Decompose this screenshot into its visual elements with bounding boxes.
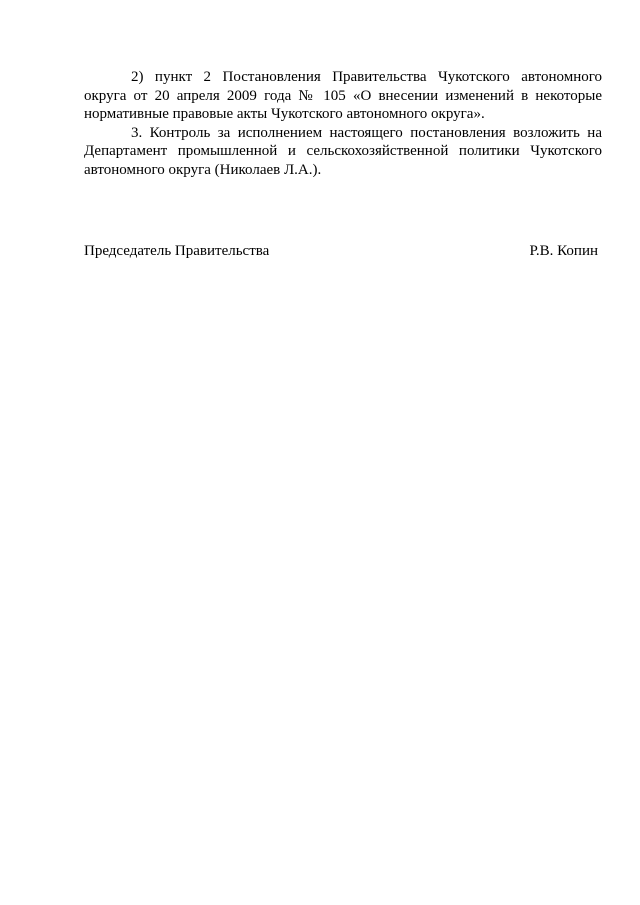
paragraph-item-2: 2) пункт 2 Постановления Правительства Чукотского автономного округа от 20 апреля 2009 года № 105 «О внесении изменений в некоторые нормативные правовые акты Чукотского автономного округа». (84, 69, 602, 122)
paragraph-item-3: 3. Контроль за исполнением настоящего постановления возложить на Департамент промышленной и сельскохозяйственной политики Чукотского автономного округа (Николаев Л.А.). (84, 124, 602, 178)
signature-block (84, 242, 598, 260)
signatory-position: Председатель Правительства (84, 243, 270, 259)
signatory-name: Р.В. Копин (529, 243, 598, 259)
document-body (84, 68, 602, 179)
